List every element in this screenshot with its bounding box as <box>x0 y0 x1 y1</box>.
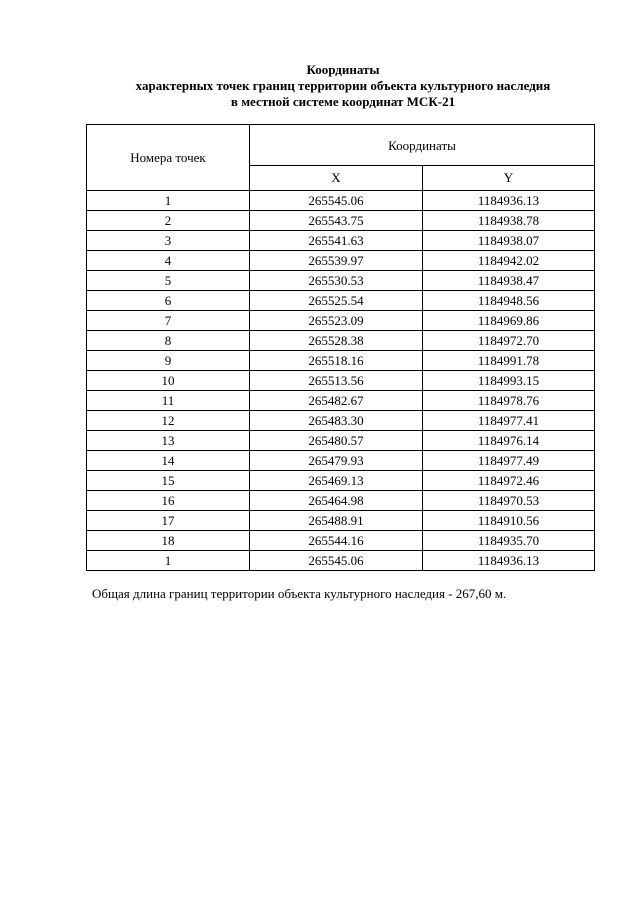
total-length-note: Общая длина границ территории объекта культурного наследия - 267,60 м. <box>92 586 507 601</box>
y-coordinate-cell: 1184969.86 <box>423 311 595 331</box>
table-row <box>87 191 595 211</box>
point-number-cell: 6 <box>87 291 250 311</box>
table-row <box>87 271 595 291</box>
y-coordinate-cell: 1184936.13 <box>423 551 595 571</box>
point-number-cell: 11 <box>87 391 250 411</box>
table-row <box>87 371 595 391</box>
x-coordinate-cell: 265523.09 <box>250 311 423 331</box>
x-coordinate-cell: 265469.13 <box>250 471 423 491</box>
y-coordinate-cell: 1184935.70 <box>423 531 595 551</box>
point-number-cell: 13 <box>87 431 250 451</box>
point-number-cell: 10 <box>87 371 250 391</box>
point-number-cell: 3 <box>87 231 250 251</box>
point-number-cell: 7 <box>87 311 250 331</box>
y-coordinate-cell: 1184936.13 <box>423 191 595 211</box>
y-coordinate-cell: 1184972.70 <box>423 331 595 351</box>
point-number-cell: 14 <box>87 451 250 471</box>
table-row <box>87 231 595 251</box>
y-coordinate-cell: 1184942.02 <box>423 251 595 271</box>
x-coordinate-cell: 265482.67 <box>250 391 423 411</box>
y-coordinate-cell: 1184976.14 <box>423 431 595 451</box>
y-coordinate-cell: 1184948.56 <box>423 291 595 311</box>
document-heading <box>0 62 640 110</box>
x-coordinate-cell: 265488.91 <box>250 511 423 531</box>
table-row <box>87 491 595 511</box>
y-coordinate-cell: 1184972.46 <box>423 471 595 491</box>
x-coordinate-cell: 265545.06 <box>250 551 423 571</box>
y-coordinate-cell: 1184938.07 <box>423 231 595 251</box>
point-number-cell: 2 <box>87 211 250 231</box>
table-row <box>87 251 595 271</box>
table-row <box>87 391 595 411</box>
table-row <box>87 331 595 351</box>
y-coordinate-cell: 1184938.47 <box>423 271 595 291</box>
x-coordinate-cell: 265483.30 <box>250 411 423 431</box>
x-coordinate-cell: 265530.53 <box>250 271 423 291</box>
point-number-cell: 15 <box>87 471 250 491</box>
table-row <box>87 291 595 311</box>
x-coordinate-cell: 265479.93 <box>250 451 423 471</box>
y-coordinate-cell: 1184993.15 <box>423 371 595 391</box>
point-number-cell: 16 <box>87 491 250 511</box>
x-coordinate-cell: 265480.57 <box>250 431 423 451</box>
y-coordinate-cell: 1184991.78 <box>423 351 595 371</box>
table-row <box>87 411 595 431</box>
table-row <box>87 531 595 551</box>
point-number-cell: 9 <box>87 351 250 371</box>
coordinates-table <box>86 124 595 571</box>
heading-subtitle: характерных точек границ территории объекта культурного наследия <box>135 78 551 93</box>
point-number-cell: 17 <box>87 511 250 531</box>
y-coordinate-cell: 1184910.56 <box>423 511 595 531</box>
table-row <box>87 511 595 531</box>
y-coordinate-cell: 1184977.41 <box>423 411 595 431</box>
y-coordinate-cell: 1184977.49 <box>423 451 595 471</box>
point-number-cell: 8 <box>87 331 250 351</box>
y-coordinate-cell: 1184970.53 <box>423 491 595 511</box>
table-row <box>87 351 595 371</box>
table-row <box>87 451 595 471</box>
x-coordinate-cell: 265541.63 <box>250 231 423 251</box>
x-coordinate-cell: 265544.16 <box>250 531 423 551</box>
header-y: Y <box>423 166 595 191</box>
header-point-numbers: Номера точек <box>87 125 250 191</box>
point-number-cell: 12 <box>87 411 250 431</box>
x-coordinate-cell: 265528.38 <box>250 331 423 351</box>
point-number-cell: 5 <box>87 271 250 291</box>
point-number-cell: 4 <box>87 251 250 271</box>
table-row <box>87 311 595 331</box>
x-coordinate-cell: 265545.06 <box>250 191 423 211</box>
x-coordinate-cell: 265513.56 <box>250 371 423 391</box>
table-row <box>87 471 595 491</box>
table-row <box>87 551 595 571</box>
y-coordinate-cell: 1184938.78 <box>423 211 595 231</box>
coordinates-table-body <box>87 191 595 571</box>
point-number-cell: 18 <box>87 531 250 551</box>
point-number-cell: 1 <box>87 551 250 571</box>
y-coordinate-cell: 1184978.76 <box>423 391 595 411</box>
heading-coordinate-system: в местной системе координат МСК-21 <box>230 94 456 109</box>
header-x: X <box>250 166 423 191</box>
heading-title: Координаты <box>306 62 380 77</box>
x-coordinate-cell: 265539.97 <box>250 251 423 271</box>
x-coordinate-cell: 265464.98 <box>250 491 423 511</box>
table-row <box>87 211 595 231</box>
point-number-cell: 1 <box>87 191 250 211</box>
header-coordinates: Координаты <box>250 125 595 166</box>
x-coordinate-cell: 265543.75 <box>250 211 423 231</box>
x-coordinate-cell: 265518.16 <box>250 351 423 371</box>
x-coordinate-cell: 265525.54 <box>250 291 423 311</box>
table-row <box>87 431 595 451</box>
